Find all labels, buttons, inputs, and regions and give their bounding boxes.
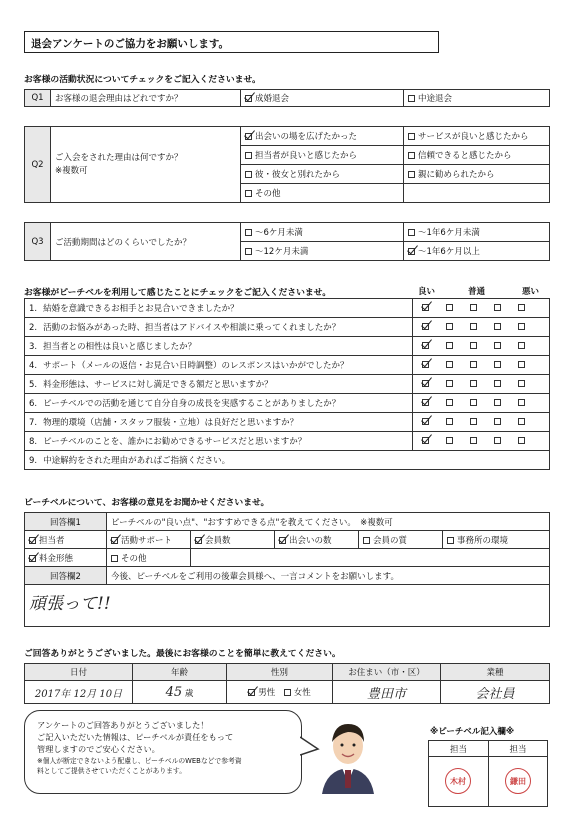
rating-scale bbox=[413, 413, 550, 432]
q2-option-4[interactable]: 彼・彼女と別れたから bbox=[241, 165, 404, 184]
q2-option-6[interactable]: その他 bbox=[241, 184, 404, 203]
privacy-note: ※個人が断定できないよう配慮し、ピーチベルのWEBなどで参考資 料としてご提供させていただくことがあります。 bbox=[37, 757, 242, 775]
opinion-option-2[interactable]: 会員数 bbox=[191, 531, 275, 549]
rating-checkbox-icon[interactable] bbox=[446, 342, 453, 349]
checkbox-checked-icon[interactable] bbox=[111, 537, 118, 544]
rating-checkbox-checked-icon[interactable] bbox=[422, 418, 429, 425]
staff-table bbox=[428, 740, 548, 807]
section4-heading: ご回答ありがとうございました。最後にお客様のことを簡単に教えてください。 bbox=[24, 649, 341, 659]
rating-scale bbox=[413, 318, 550, 337]
field2-answer-area[interactable] bbox=[25, 585, 550, 627]
rating-checkbox-icon[interactable] bbox=[494, 418, 501, 425]
section3-heading: ピーチベルについて、お客様の意見をお聞かせくださいませ。 bbox=[24, 498, 270, 508]
staff-stamp-cell-1 bbox=[489, 757, 548, 807]
rating-checkbox-icon[interactable] bbox=[470, 342, 477, 349]
checkbox-icon[interactable] bbox=[245, 152, 252, 159]
field1-label: 回答欄1 bbox=[25, 513, 107, 531]
checkbox-icon[interactable] bbox=[447, 537, 454, 544]
checkbox-icon[interactable] bbox=[363, 537, 370, 544]
rating-question: 2. 活動のお悩みがあった時、担当者はアドバイスや相談に乗ってくれましたか？ bbox=[25, 318, 413, 337]
rating-row bbox=[25, 318, 550, 337]
rating-checkbox-icon[interactable] bbox=[518, 304, 525, 311]
rating-scale bbox=[413, 299, 550, 318]
checkbox-checked-icon[interactable] bbox=[245, 133, 252, 140]
q3-number: Q3 bbox=[25, 223, 51, 261]
q3-option-1[interactable]: ～1年6ケ月未満 bbox=[404, 223, 550, 242]
rating-row bbox=[25, 299, 550, 318]
rating-question: 8. ピーチベルのことを、誰かにお勧めできるサービスだと思いますか？ bbox=[25, 432, 413, 451]
rating-checkbox-icon[interactable] bbox=[470, 380, 477, 387]
checkbox-icon[interactable] bbox=[245, 229, 252, 236]
header-gender: 性別 bbox=[227, 664, 333, 681]
rating-scale bbox=[413, 337, 550, 356]
rating-checkbox-icon[interactable] bbox=[518, 399, 525, 406]
seal-stamp-kamata: 鎌田 bbox=[505, 768, 531, 794]
rating-row bbox=[25, 356, 550, 375]
rating-row bbox=[25, 432, 550, 451]
staff-header-1: 担当 bbox=[489, 741, 548, 757]
scale-good-label: 良い bbox=[418, 287, 436, 297]
rating-checkbox-icon[interactable] bbox=[446, 437, 453, 444]
rating-checkbox-checked-icon[interactable] bbox=[422, 380, 429, 387]
checkbox-checked-icon[interactable] bbox=[29, 555, 36, 562]
page-title: 退会アンケートのご協力をお願いします。 bbox=[24, 31, 439, 53]
opinion-option-5[interactable]: 事務所の環境 bbox=[443, 531, 550, 549]
thanks-message: アンケートのご回答ありがとうございました！ ご記入いただいた情報は、ピーチベルが責任をもって 管理しますのでご安心ください。 bbox=[37, 720, 234, 754]
opinion-option-1[interactable]: 活動サポート bbox=[107, 531, 191, 549]
rating-checkbox-icon[interactable] bbox=[494, 323, 501, 330]
staff-header-0: 担当 bbox=[429, 741, 489, 757]
rating-checkbox-icon[interactable] bbox=[470, 399, 477, 406]
q2-number: Q2 bbox=[25, 127, 51, 203]
checkbox-icon[interactable] bbox=[111, 555, 118, 562]
checkbox-checked-icon[interactable] bbox=[248, 689, 255, 696]
opinion-option-6[interactable]: 料金形態 bbox=[25, 549, 107, 567]
checkbox-checked-icon[interactable] bbox=[195, 537, 202, 544]
rating-question: 6. ピーチベルでの活動を通じて自分自身の成長を実感することがありましたか？ bbox=[25, 394, 413, 413]
q2-option-5[interactable]: 親に勧められたから bbox=[404, 165, 550, 184]
rating-question: 1. 結婚を意識できるお相手とお見合いできましたか？ bbox=[25, 299, 413, 318]
rating-checkbox-icon[interactable] bbox=[446, 323, 453, 330]
residence-field[interactable]: 豊田市 bbox=[333, 681, 441, 704]
profile-table bbox=[24, 663, 550, 704]
rating-checkbox-icon[interactable] bbox=[470, 437, 477, 444]
rating-checkbox-icon[interactable] bbox=[494, 380, 501, 387]
rating-checkbox-icon[interactable] bbox=[470, 304, 477, 311]
gender-field[interactable]: 男性 女性 bbox=[227, 681, 333, 704]
rating-question: 7. 物理的環境（店舗・スタッフ服装・立地）は良好だと思いますか？ bbox=[25, 413, 413, 432]
q1-option-0[interactable]: 成婚退会 bbox=[241, 90, 404, 107]
rating-checkbox-icon[interactable] bbox=[518, 361, 525, 368]
checkbox-checked-icon[interactable] bbox=[29, 537, 36, 544]
rating-checkbox-icon[interactable] bbox=[470, 361, 477, 368]
rating-scale bbox=[413, 432, 550, 451]
q2-table bbox=[24, 126, 550, 203]
q1-question: お客様の退会理由はどれですか？ bbox=[51, 90, 241, 107]
rating-checkbox-icon[interactable] bbox=[470, 418, 477, 425]
q2-note: ※複数可 bbox=[55, 165, 88, 176]
rating-checkbox-icon[interactable] bbox=[446, 304, 453, 311]
opinion-option-0[interactable]: 担当者 bbox=[25, 531, 107, 549]
opinion-table bbox=[24, 512, 550, 627]
checkbox-checked-icon[interactable] bbox=[408, 248, 415, 255]
rating-question-9[interactable]: 9. 中途解約をされた理由があればご指摘ください。 bbox=[25, 451, 550, 470]
thanks-bubble bbox=[24, 710, 302, 794]
rating-checkbox-icon[interactable] bbox=[494, 399, 501, 406]
checkbox-icon[interactable] bbox=[408, 171, 415, 178]
rating-checkbox-icon[interactable] bbox=[446, 361, 453, 368]
checkbox-icon[interactable] bbox=[245, 190, 252, 197]
staff-illustration bbox=[318, 712, 378, 794]
rating-checkbox-icon[interactable] bbox=[446, 399, 453, 406]
q1-option-1[interactable]: 中途退会 bbox=[404, 90, 550, 107]
rating-checkbox-icon[interactable] bbox=[518, 437, 525, 444]
opinion-option-7[interactable]: その他 bbox=[107, 549, 191, 567]
checkbox-checked-icon[interactable] bbox=[245, 95, 252, 102]
q1-number: Q1 bbox=[25, 90, 51, 107]
rating-row bbox=[25, 413, 550, 432]
q2-question: ご入会をされた理由は何ですか？ ※複数可 bbox=[51, 127, 241, 203]
checkbox-icon[interactable] bbox=[408, 229, 415, 236]
rating-checkbox-icon[interactable] bbox=[446, 380, 453, 387]
section1-heading: お客様の活動状況についてチェックをご記入くださいませ。 bbox=[24, 75, 261, 85]
checkbox-icon[interactable] bbox=[284, 689, 291, 696]
rating-question: 4. サポート（メールの返信・お見合い日時調整）のレスポンスはいかがでしたか？ bbox=[25, 356, 413, 375]
rating-scale bbox=[413, 356, 550, 375]
rating-checkbox-checked-icon[interactable] bbox=[422, 342, 429, 349]
seal-stamp-kimura: 木村 bbox=[445, 768, 471, 794]
q3-question: ご活動期間はどのくらいでしたか？ bbox=[51, 223, 241, 261]
rating-scale bbox=[413, 394, 550, 413]
age-field[interactable]: 45 歳 bbox=[133, 681, 227, 704]
rating-question: 5. 料金形態は、サービスに対し満足できる額だと思いますか？ bbox=[25, 375, 413, 394]
q2-option-3[interactable]: 信頼できると感じたから bbox=[404, 146, 550, 165]
rating-checkbox-checked-icon[interactable] bbox=[422, 304, 429, 311]
scale-bad-label: 悪い bbox=[522, 287, 540, 297]
rating-checkbox-checked-icon[interactable] bbox=[422, 437, 429, 444]
scale-normal-label: 普通 bbox=[468, 287, 486, 297]
q3-option-0[interactable]: ～6ケ月未満 bbox=[241, 223, 404, 242]
rating-question: 3. 担当者との相性は良いと感じましたか？ bbox=[25, 337, 413, 356]
field2-label: 回答欄2 bbox=[25, 567, 107, 585]
rating-checkbox-icon[interactable] bbox=[494, 342, 501, 349]
field2-prompt: 今後、ピーチベルをご利用の後輩会員様へ、一言コメントをお願いします。 bbox=[107, 567, 550, 585]
checkbox-icon[interactable] bbox=[245, 248, 252, 255]
opinion-option-3[interactable]: 出会いの数 bbox=[275, 531, 359, 549]
staff-stamp-cell-0 bbox=[429, 757, 489, 807]
rating-table bbox=[24, 298, 550, 470]
staff-portrait-icon bbox=[318, 712, 378, 794]
rating-checkbox-icon[interactable] bbox=[494, 304, 501, 311]
q2-option-0[interactable]: 出会いの場を広げたかった bbox=[241, 127, 404, 146]
rating-checkbox-icon[interactable] bbox=[494, 361, 501, 368]
rating-checkbox-icon[interactable] bbox=[446, 418, 453, 425]
date-field[interactable]: 2017年 12月 10日 bbox=[25, 681, 133, 704]
q3-option-2[interactable]: ～12ケ月未満 bbox=[241, 242, 404, 261]
header-occupation: 業種 bbox=[441, 664, 550, 681]
rating-scale bbox=[413, 375, 550, 394]
rating-row bbox=[25, 375, 550, 394]
checkbox-icon[interactable] bbox=[408, 152, 415, 159]
field1-prompt: ピーチベルの"良い点"、"おすすめできる点"を教えてください。 ※複数可 bbox=[107, 513, 550, 531]
rating-checkbox-icon[interactable] bbox=[470, 323, 477, 330]
rating-row bbox=[25, 337, 550, 356]
occupation-field[interactable]: 会社員 bbox=[441, 681, 550, 704]
q3-table bbox=[24, 222, 550, 261]
rating-row bbox=[25, 394, 550, 413]
header-residence: お住まい（市・区） bbox=[333, 664, 441, 681]
opinion-option-4[interactable]: 会員の質 bbox=[359, 531, 443, 549]
rating-checkbox-checked-icon[interactable] bbox=[422, 361, 429, 368]
bubble-tail-icon bbox=[300, 735, 320, 759]
q1-table bbox=[24, 89, 550, 107]
rating-checkbox-icon[interactable] bbox=[518, 323, 525, 330]
rating-checkbox-icon[interactable] bbox=[494, 437, 501, 444]
checkbox-icon[interactable] bbox=[408, 95, 415, 102]
checkbox-icon[interactable] bbox=[408, 133, 415, 140]
header-date: 日付 bbox=[25, 664, 133, 681]
q2-option-1[interactable]: サービスが良いと感じたから bbox=[404, 127, 550, 146]
q3-option-3[interactable]: ～1年6ケ月以上 bbox=[404, 242, 550, 261]
rating-checkbox-icon[interactable] bbox=[518, 342, 525, 349]
field2-answer: 頑張って!! bbox=[29, 594, 111, 614]
checkbox-icon[interactable] bbox=[245, 171, 252, 178]
header-age: 年齢 bbox=[133, 664, 227, 681]
rating-checkbox-checked-icon[interactable] bbox=[422, 399, 429, 406]
rating-checkbox-checked-icon[interactable] bbox=[422, 323, 429, 330]
rating-checkbox-icon[interactable] bbox=[518, 380, 525, 387]
rating-row-9 bbox=[25, 451, 550, 470]
staff-box-title: ※ピーチベル記入欄※ bbox=[430, 727, 515, 737]
checkbox-checked-icon[interactable] bbox=[279, 537, 286, 544]
rating-checkbox-icon[interactable] bbox=[518, 418, 525, 425]
q2-option-2[interactable]: 担当者が良いと感じたから bbox=[241, 146, 404, 165]
section2-heading: お客様がピーチベルを利用して感じたことにチェックをご記入くださいませ。 bbox=[24, 288, 332, 298]
